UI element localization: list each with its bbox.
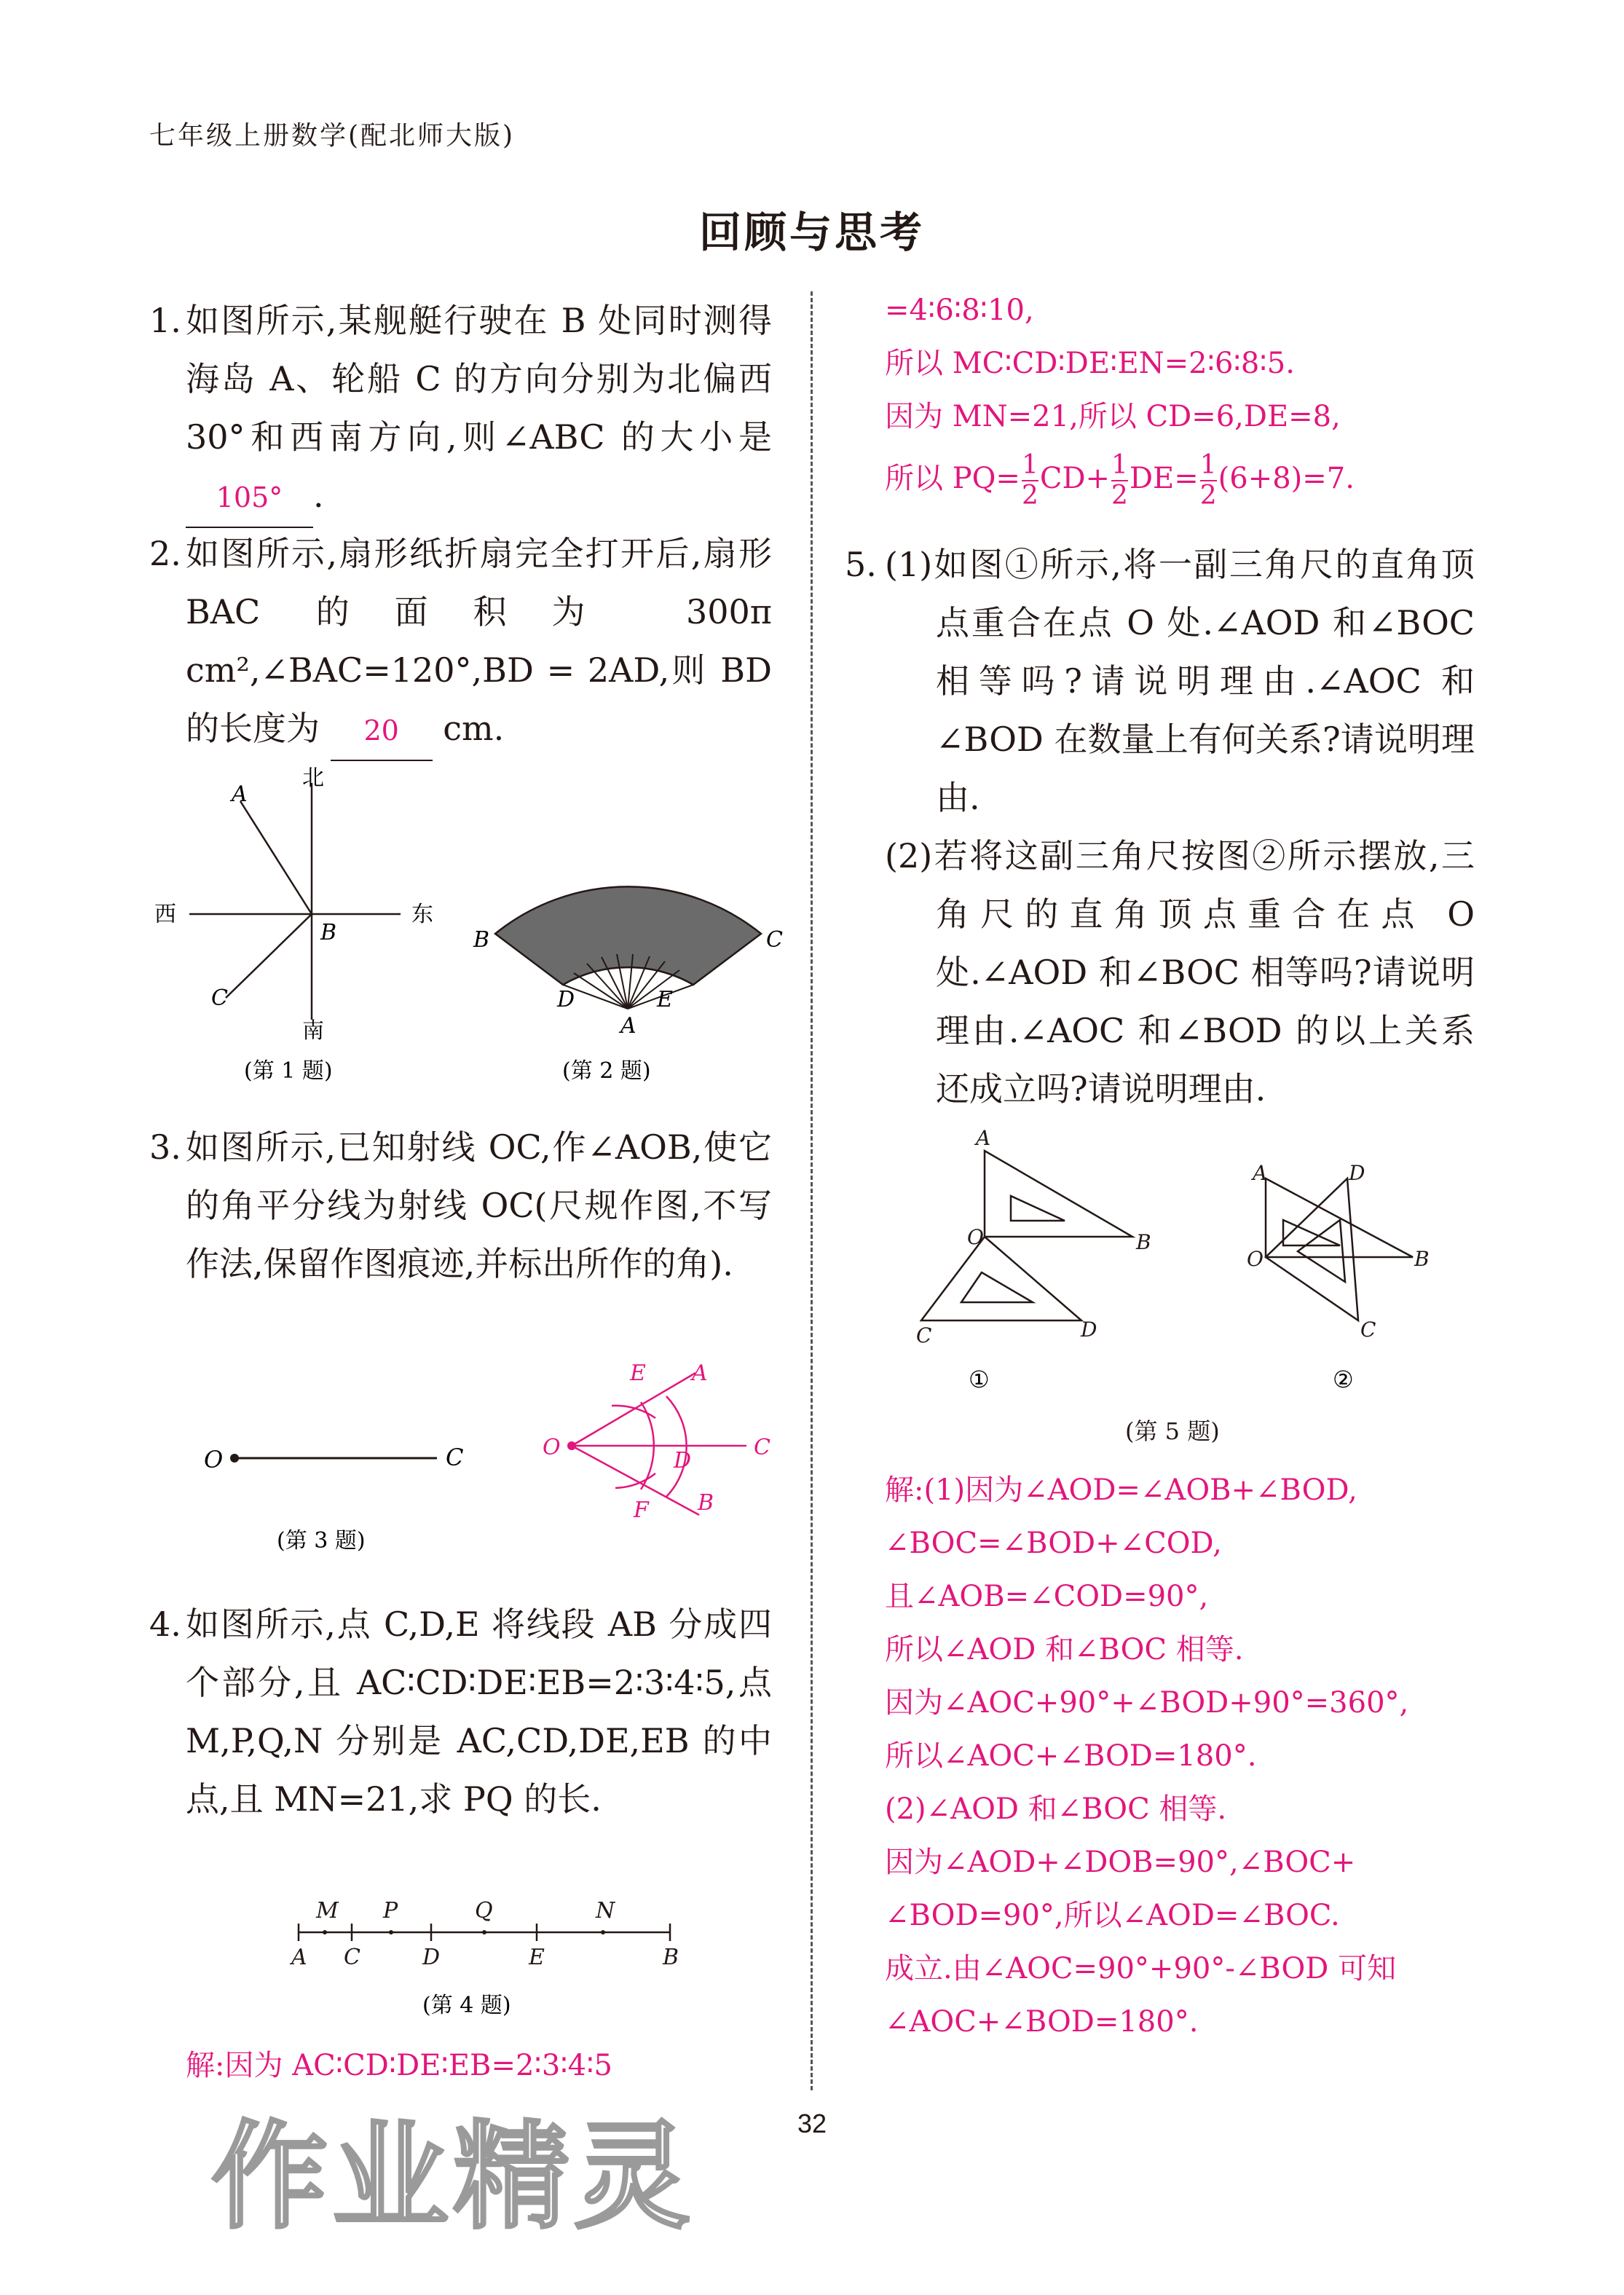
solution-line: 所以∠AOC+∠BOD=180°. [885,1739,1257,1773]
solution-line: 因为 MN=21,所以 CD=6,DE=8, [885,400,1341,433]
question-4 [149,1595,772,1828]
numerator: 1 [1021,450,1038,480]
point-F: F [634,1497,649,1523]
column-divider [811,291,813,2090]
point-O: O [204,1446,224,1473]
solution-line-fraction [885,451,1482,511]
point-A: A [692,1361,708,1386]
point-C: C [766,927,783,953]
text: (6+8)=7. [1218,462,1355,495]
point-A: A [232,782,248,807]
west-label: 西 [154,902,176,927]
point-E: E [630,1361,646,1386]
question-3 [149,1118,772,1293]
solution-line: 解:(1)因为∠AOD=∠AOB+∠BOD, [885,1473,1357,1507]
denominator: 2 [1199,481,1217,511]
point-D: D [1081,1318,1097,1342]
solution-line: 因为∠AOD+∠DOB=90°,∠BOC+ [885,1846,1356,1879]
point-B: B [473,927,490,953]
question-number: 1. [149,301,181,340]
point-B: B [698,1490,714,1516]
point-C: C [1360,1318,1376,1342]
answer-blank: 105° [186,468,313,528]
figure-label: ① [969,1366,990,1393]
east-label: 东 [411,902,433,927]
point-O: O [967,1225,984,1249]
q5-solution [885,1464,1482,2049]
point-C: C [446,1444,464,1471]
numerator: 1 [1111,450,1128,480]
label-Q: Q [475,1898,493,1924]
point-A: A [620,1013,636,1039]
fraction [1111,451,1128,511]
point-B: B [320,920,337,945]
label-B: B [663,1945,679,1970]
q4-solution-cont [885,284,1482,511]
question-number: 4. [149,1605,181,1644]
page-number: 32 [797,2109,827,2138]
point-C: C [754,1435,770,1460]
figure-5-2 [1238,1158,1457,1406]
point-C: C [211,985,228,1011]
solution-line: 且∠AOB=∠COD=90°, [885,1580,1209,1613]
point-B: B [1136,1230,1151,1254]
figure-caption: (第 4 题) [422,1993,511,2018]
point-D: D [1349,1161,1365,1185]
figure-4 [277,1890,699,2028]
question-1 [149,291,772,528]
north-label: 北 [302,765,324,791]
question-5 [845,535,1475,1118]
question-number: 2. [149,534,181,573]
fraction [1022,451,1038,511]
solution-line: 所以 MC∶CD∶DE∶EN=2∶6∶8∶5. [885,347,1295,380]
label-C: C [344,1945,360,1970]
solution-line: =4∶6∶8∶10, [885,294,1034,327]
figure-5-1 [903,1114,1180,1406]
point-O: O [1247,1247,1264,1271]
fraction [1200,451,1217,511]
solution-line: ∠AOC+∠BOD=180°. [885,2005,1199,2039]
question-5-part1: (1)如图①所示,将一副三角尺的直角顶点重合在点 O 处.∠AOD 和∠BOC 相等吗?请说明理由.∠AOC 和∠BOD 在数量上有何关系?请说明理由. [885,545,1475,817]
point-O: O [543,1435,561,1460]
figure-caption: (第 1 题) [244,1058,333,1084]
denominator: 2 [1021,481,1038,511]
point-A: A [1253,1161,1268,1185]
label-E: E [529,1945,545,1970]
solution-line: ∠BOC=∠BOD+∠COD, [885,1527,1222,1560]
point-A: A [976,1126,991,1150]
question-text: 如图所示,已知射线 OC,作∠AOB,使它的角平分线为射线 OC(尺规作图,不写作法,保留作图痕迹,并标出所作的角). [186,1127,772,1283]
figure-caption: (第 2 题) [562,1058,651,1084]
solution-line: 因为∠AOC+90°+∠BOD+90°=360°, [885,1686,1409,1720]
numerator: 1 [1199,450,1217,480]
text: 所以 PQ= [885,462,1020,495]
figure-3-answer [539,1351,787,1533]
figure-label: ② [1333,1366,1354,1393]
point-B: B [1414,1247,1430,1271]
label-A: A [291,1945,307,1970]
question-text: 如图所示,某舰艇行驶在 B 处同时测得海岛 A、轮船 C 的方向分别为北偏西 30°和西南方向,则∠ABC 的大小是 [186,301,772,457]
question-5-part2: (2)若将这副三角尺按图②所示摆放,三角尺的直角顶点重合在点 O 处.∠AOD 和∠BOC 相等吗?请说明理由.∠AOC 和∠BOD 的以上关系还成立吗?请说明理由. [885,836,1475,1109]
question-2 [149,524,772,761]
figure-1 [146,757,452,1093]
question-number: 3. [149,1127,181,1167]
figure-2 [466,816,787,1093]
text: DE= [1129,462,1199,495]
q4-solution-line1: 解:因为 AC∶CD∶DE∶EB=2∶3∶4∶5 [186,2049,612,2082]
section-title: 回顾与思考 [698,208,925,257]
text: CD+ [1039,462,1111,495]
question-text: 如图所示,点 C,D,E 将线段 AB 分成四个部分,且 AC∶CD∶DE∶EB=2∶3∶4∶5,点 M,P,Q,N 分别是 AC,CD,DE,EB 的中点,且 MN=21,求 PQ 的长. [186,1605,772,1819]
label-P: P [383,1898,398,1924]
solution-line: ∠BOD=90°,所以∠AOD=∠BOC. [885,1899,1340,1932]
label-D: D [422,1945,441,1970]
watermark: 作业精灵 [211,2109,695,2245]
book-header: 七年级上册数学(配北师大版) [149,121,516,151]
point-C: C [916,1323,932,1347]
figure-5-caption: (第 5 题) [1125,1417,1220,1445]
label-M: M [316,1898,339,1924]
solution-line: 成立.由∠AOC=90°+90°-∠BOD 可知 [885,1952,1397,1985]
answer-blank: 20 [331,701,433,761]
solution-line: 所以∠AOD 和∠BOC 相等. [885,1633,1244,1666]
point-E: E [657,987,673,1012]
question-number: 5. [845,545,877,584]
figure-3 [197,1428,488,1559]
label-N: N [596,1898,615,1924]
south-label: 南 [302,1018,324,1044]
point-D: D [674,1448,692,1473]
question-end: . [313,476,324,515]
point-D: D [557,987,575,1012]
solution-line: (2)∠AOD 和∠BOC 相等. [885,1792,1227,1826]
figure-caption: (第 3 题) [277,1528,366,1554]
question-text: 如图所示,扇形纸折扇完全打开后,扇形 BAC 的面积为 300π cm²,∠BAC=120°,BD = 2AD,则 BD 的长度为 [186,534,772,748]
unit: cm. [443,709,505,748]
denominator: 2 [1111,481,1128,511]
